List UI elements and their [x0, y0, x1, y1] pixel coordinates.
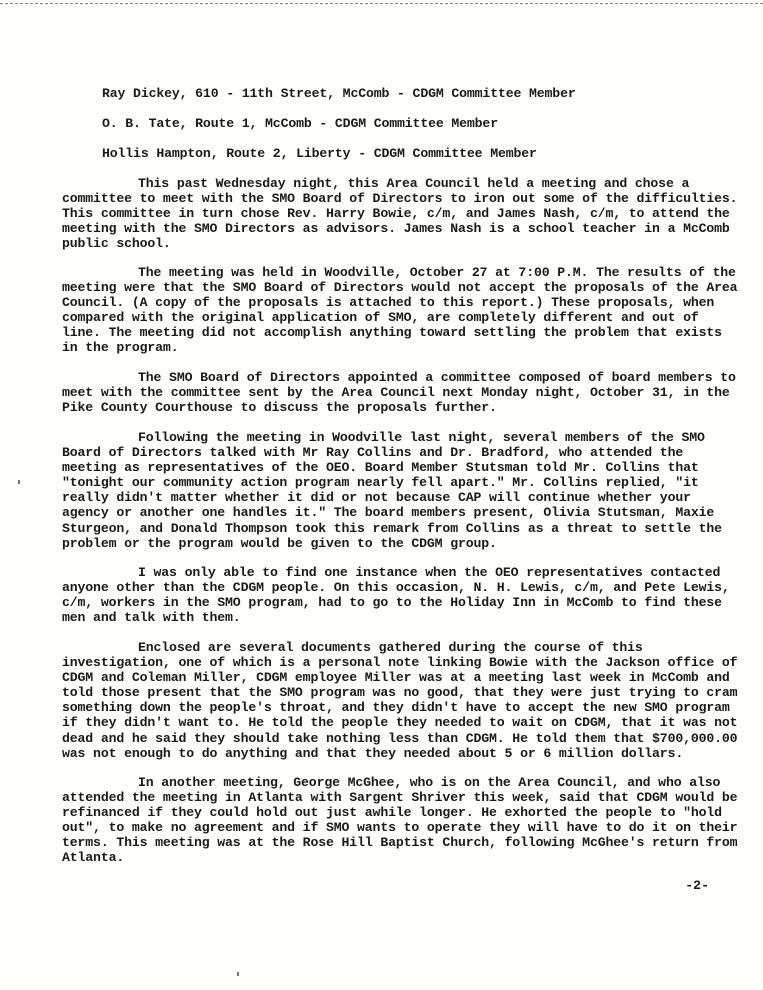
body-paragraph: This past Wednesday night, this Area Council held a meeting and chose a committee to meet with the SMO Board of Directors to iron out some of the difficulties. This committee in turn chose Rev. Harry Bowie, c/m, and James Nash, c/m, to attend the meeting with the SMO Directors as advisors. James Nash is a school teacher in a McComb public school.	[62, 176, 738, 252]
scan-speck	[237, 972, 239, 976]
page-number: -2-	[685, 878, 709, 893]
body-paragraph: Following the meeting in Woodville last night, several members of the SMO Board of Directors talked with Mr Ray Collins and Dr. Bradford, who attended the meeting as representatives of the OEO. Board Member Stutsman told Mr. Collins that "tonight our community action program nearly fell apart." Mr. Collins replied, "it really didn't matter whether it did or not because CAP will continue whether your agency or another one handles it." The board members present, Olivia Stutsman, Maxie Sturgeon, and Donald Thompson took this remark from Collins as a threat to settle the problem or the program would be given to the CDGM group.	[62, 430, 722, 551]
committee-member-line: Hollis Hampton, Route 2, Liberty - CDGM Committee Member	[102, 146, 537, 161]
committee-member-line: O. B. Tate, Route 1, McComb - CDGM Committee Member	[102, 116, 498, 131]
body-paragraph: Enclosed are several documents gathered during the course of this investigation, one of which is a personal note linking Bowie with the Jackson office of CDGM and Coleman Miller, CDGM employee Miller was at a meeting last week in McComb and told those present that the SMO program was no good, that they were just trying to cram something down the people's throat, and they didn't have to accept the new SMO program if they didn't want to. He told the people they needed to wait on CDGM, that it was not dead and he said they should take nothing less than CDGM. He told them that $700,000.00 was not enough to do anything and that they needed about 5 or 6 million dollars.	[62, 640, 738, 761]
page-top-edge	[0, 3, 763, 4]
scan-speck	[18, 480, 20, 484]
committee-member-line: Ray Dickey, 610 - 11th Street, McComb - CDGM Committee Member	[102, 86, 576, 101]
body-paragraph: In another meeting, George McGhee, who is on the Area Council, and who also attended the meeting in Atlanta with Sargent Shriver this week, said that CDGM would be refinanced if they could hold out just awhile longer. He exhorted the people to "hold out", to make no agreement and if SMO wants to operate they will have to do it on their terms. This meeting was at the Rose Hill Baptist Church, following McGhee's return from Atlanta.	[62, 775, 738, 866]
body-paragraph: I was only able to find one instance when the OEO representatives contacted anyone other than the CDGM people. On this occasion, N. H. Lewis, c/m, and Pete Lewis, c/m, workers in the SMO program, had to go to the Holiday Inn in McComb to find these men and talk with them.	[62, 565, 730, 626]
body-paragraph: The SMO Board of Directors appointed a committee composed of board members to meet with the committee sent by the Area Council next Monday night, October 31, in the Pike County Courthouse to discuss the proposals further.	[62, 370, 736, 416]
body-paragraph: The meeting was held in Woodville, October 27 at 7:00 P.M. The results of the meeting were that the SMO Board of Directors would not accept the proposals of the Area Council. (A copy of the proposals is attached to this report.) These proposals, when compared with the original application of SMO, are completely different and out of line. The meeting did not accomplish anything toward settling the problem that exists in the program.	[62, 265, 738, 356]
